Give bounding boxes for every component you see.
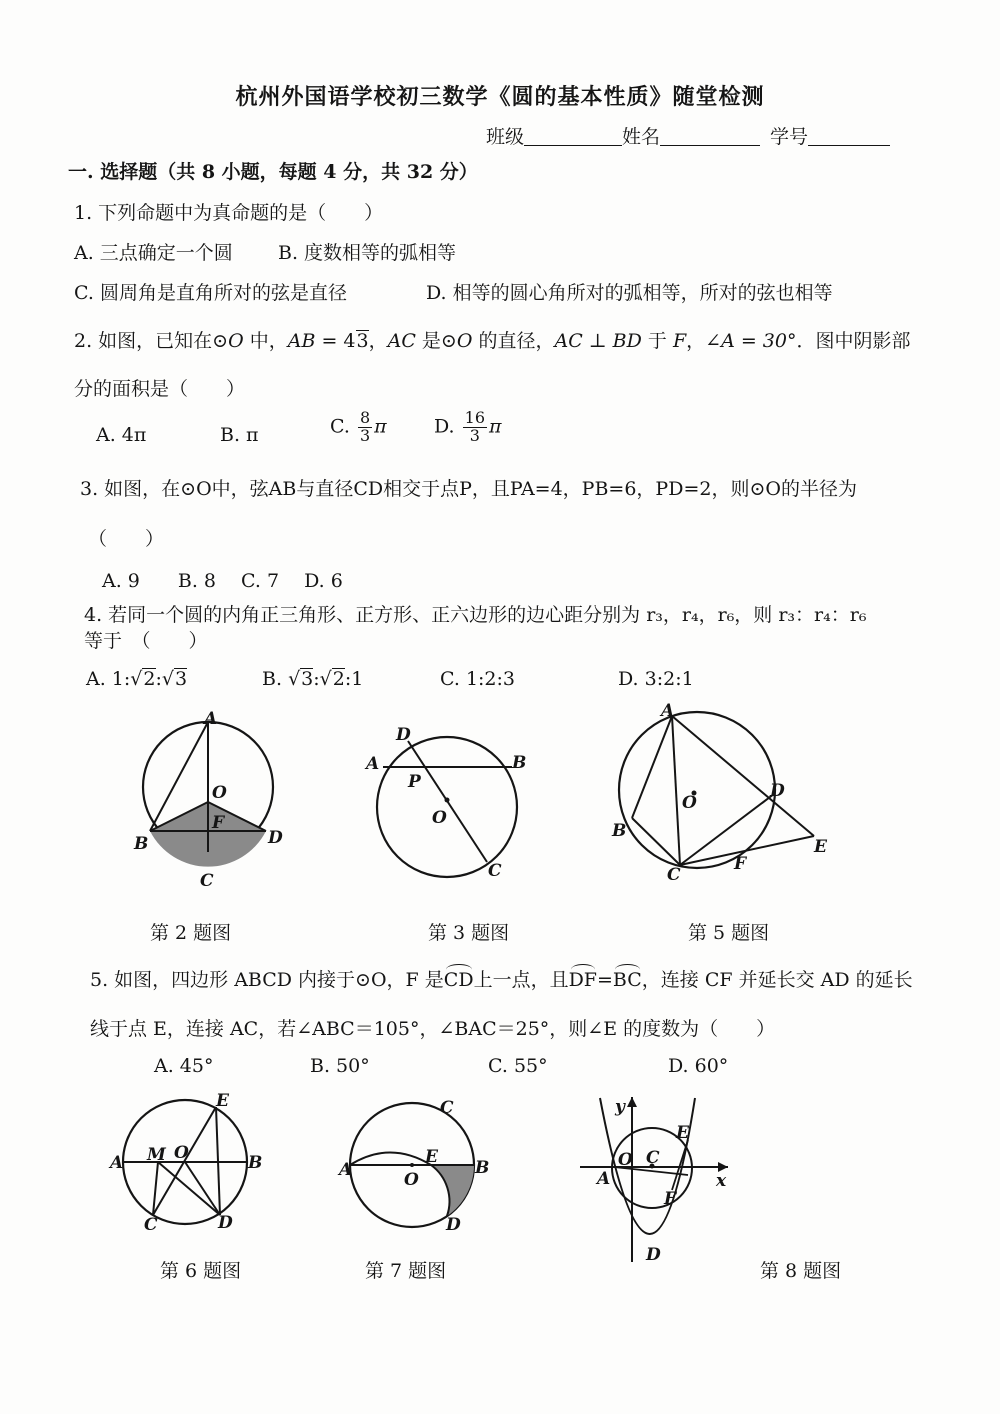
fig6-label-o: O: [174, 1143, 189, 1163]
q2-text-1: 2. 如图，已知在⊙: [74, 330, 229, 352]
fig8-y-arrow: [627, 1097, 637, 1107]
q3-stem: 3. 如图，在⊙O中，弦AB与直径CD相交于点P，且PA=4，PB=6，PD=2，则⊙O的半径为: [80, 478, 857, 500]
fig7-fold-arc: [350, 1153, 431, 1166]
q5-eq: =: [597, 969, 613, 991]
fig7-label-a: A: [339, 1160, 353, 1180]
fig3-label-o: O: [432, 808, 447, 828]
q3-paren: （ ）: [88, 528, 165, 550]
fig5-label-f: F: [734, 854, 747, 874]
fig2-label-c: C: [200, 871, 214, 891]
q4-stem: 4. 若同一个圆的内角正三角形、正方形、正六边形的边心距分别为 r₃，r₄，r₆，则 r₃：r₄：r₆: [84, 604, 867, 626]
q4-a-prefix: A. 1:: [86, 668, 131, 690]
q4-a-sep: :: [155, 668, 162, 690]
figure-7: [335, 1090, 505, 1240]
fig6-label-c: C: [144, 1215, 158, 1235]
fig6-label-m: M: [147, 1145, 166, 1165]
q4-option-d: D. 3:2:1: [618, 668, 694, 690]
fig7-label-e: E: [425, 1147, 438, 1167]
q5-stem-2: 线于点 E，连接 AC，若∠ABC＝105°，∠BAC＝25°，则∠E 的度数为（ ）: [90, 1018, 776, 1040]
figure-2: [120, 705, 300, 895]
fig5-side-ab: [632, 716, 672, 818]
caption-fig8: 第 8 题图: [760, 1260, 842, 1282]
fig8-label-o: O: [618, 1150, 633, 1170]
fig8-label-y: y: [615, 1097, 625, 1117]
caption-fig5: 第 5 题图: [688, 922, 770, 944]
q2-text-o2: O: [456, 330, 473, 352]
q5-text-2: 上一点，且: [473, 969, 569, 991]
q2-d-num: 16: [464, 408, 486, 427]
q2-d-prefix: D.: [434, 415, 455, 438]
fig2-label-f: F: [212, 813, 225, 833]
caption-fig3: 第 3 题图: [428, 922, 510, 944]
class-blank[interactable]: [524, 127, 622, 146]
q5-option-b: B. 50°: [310, 1055, 370, 1077]
q2-text-perp: AC ⊥ BD: [554, 330, 642, 352]
q4-option-c: C. 1:2:3: [440, 668, 516, 690]
page-title: 杭州外国语学校初三数学《圆的基本性质》随堂检测: [235, 84, 765, 110]
q3-options: A. 9 B. 8 C. 7 D. 6: [102, 570, 343, 592]
q1-stem: 1. 下列命题中为真命题的是（ ）: [74, 202, 384, 224]
q2-text-6: 于: [641, 330, 673, 352]
fig5-diagonal-ac: [672, 716, 680, 865]
number-blank[interactable]: [808, 127, 890, 146]
q5-arc-bc-text: BC: [612, 969, 642, 991]
fig5-label-d: D: [770, 781, 785, 801]
q5-arc-df-text: DF: [568, 969, 597, 991]
q5-option-a: A. 45°: [154, 1055, 214, 1077]
number-label: 学号: [770, 126, 809, 148]
fig6-label-a: A: [110, 1153, 124, 1173]
section-heading: 一. 选择题（共 8 小题，每题 4 分，共 32 分）: [68, 161, 478, 183]
fig2-label-d: D: [268, 828, 283, 848]
fig8-label-e: E: [676, 1123, 689, 1143]
fig3-center-dot: [445, 798, 450, 803]
q2-stem-2: 分的面积是（ ）: [74, 378, 246, 400]
name-label: 姓名: [622, 126, 661, 148]
fig3-label-a: A: [366, 754, 380, 774]
fig6-label-d: D: [218, 1213, 233, 1233]
q2-text-5: 的直径，: [472, 330, 555, 352]
fig7-center-dot: [410, 1163, 414, 1167]
q4-option-b: B. √3:√2:1: [262, 668, 364, 690]
q4-b-prefix: B.: [262, 668, 283, 690]
caption-fig2: 第 2 题图: [150, 922, 232, 944]
q2-option-d: [434, 410, 502, 445]
fig6-label-b: B: [248, 1153, 263, 1173]
q2-d-pi: π: [489, 415, 502, 438]
figure-6: [105, 1090, 275, 1240]
q5-arc-bc: [613, 964, 642, 990]
fig5-label-b: B: [612, 821, 627, 841]
fig8-label-c: C: [646, 1148, 660, 1168]
fig7-label-o: O: [404, 1170, 419, 1190]
q2-c-pi: π: [374, 415, 387, 438]
q4-stem-2: 等于 （ ）: [84, 630, 208, 652]
fig7-label-b: B: [475, 1158, 490, 1178]
q2-text-4: 是⊙: [415, 330, 457, 352]
caption-fig7: 第 7 题图: [365, 1260, 447, 1282]
q2-d-den: 3: [469, 425, 480, 445]
q2-c-den: 3: [359, 425, 371, 445]
q2-text-o1: O: [228, 330, 244, 352]
caption-fig6: 第 6 题图: [160, 1260, 242, 1282]
q4-a-root1: 2: [143, 668, 156, 690]
fig3-label-c: C: [488, 861, 502, 881]
q1-option-a: A. 三点确定一个圆: [74, 242, 233, 264]
q2-text-f: F: [672, 330, 687, 352]
q2-option-a: A. 4π: [96, 424, 147, 446]
fig2-label-b: B: [134, 834, 149, 854]
fig8-label-d: D: [646, 1245, 661, 1265]
q5-option-c: C. 55°: [488, 1055, 548, 1077]
fig6-label-e: E: [216, 1091, 229, 1111]
q5-stem: [90, 964, 913, 992]
q4-a-root2: 3: [175, 668, 188, 690]
q1-option-b: B. 度数相等的弧相等: [278, 242, 457, 264]
fig7-shaded-region: [431, 1165, 474, 1216]
q5-arc-df: [569, 964, 597, 990]
q5-arc-cd: [444, 964, 474, 990]
q2-c-fraction: [358, 410, 372, 445]
q2-text-3: ，: [368, 330, 388, 352]
q1-option-d: D. 相等的圆心角所对的弧相等，所对的弦也相等: [426, 282, 833, 304]
q4-option-a: A. 1:√2:√3: [86, 668, 188, 690]
q2-option-c: [330, 410, 387, 445]
fig7-label-d: D: [446, 1215, 461, 1235]
q5-option-d: D. 60°: [668, 1055, 729, 1077]
q2-text-2: 中，: [243, 330, 288, 352]
q2-sqrt: 3: [356, 330, 369, 352]
fig5-label-e: E: [814, 837, 827, 857]
q2-text-angle: ∠A = 30°: [705, 330, 797, 352]
q2-c-num: 8: [359, 408, 371, 427]
fig5-label-c: C: [667, 865, 681, 885]
q2-d-fraction: [463, 410, 487, 445]
student-info: [486, 122, 890, 149]
q2-c-prefix: C.: [330, 415, 350, 438]
figure-8: [575, 1090, 735, 1265]
q4-b-sep: :: [313, 668, 320, 690]
fig8-label-x: x: [716, 1171, 727, 1191]
q1-option-c: C. 圆周角是直角所对的弦是直径: [74, 282, 347, 304]
q4-b-root2: 2: [332, 668, 345, 690]
fig2-label-o: O: [212, 783, 227, 803]
fig3-label-d: D: [396, 725, 411, 745]
name-blank[interactable]: [660, 127, 760, 146]
q2-text-7: ，: [686, 330, 706, 352]
fig2-label-a: A: [204, 709, 218, 729]
q2-stem: [74, 326, 911, 353]
figure-5: [605, 700, 835, 885]
fig3-label-p: P: [408, 772, 421, 792]
fig6-line-md: [158, 1162, 220, 1215]
q5-text-3: ，连接 CF 并延长交 AD 的延长: [641, 969, 913, 991]
fig5-label-o: O: [682, 793, 697, 813]
fig8-label-a: A: [597, 1169, 611, 1189]
fig3-label-b: B: [512, 753, 527, 773]
class-label: 班级: [486, 126, 525, 148]
figure-3: [360, 718, 540, 888]
q2-text-8: ．图中阴影部: [796, 330, 911, 352]
q4-b-tail: :1: [344, 668, 364, 690]
fig3-circle: [377, 737, 517, 877]
q2-text-eq: = 4: [315, 330, 356, 352]
q2-text-ab: AB: [287, 330, 316, 352]
fig5-label-a: A: [661, 701, 675, 721]
q2-option-b: B. π: [220, 424, 259, 446]
fig8-label-f: F: [664, 1189, 677, 1209]
q4-b-root1: 3: [301, 668, 314, 690]
fig7-label-c: C: [440, 1098, 454, 1118]
q2-text-ac: AC: [387, 330, 416, 352]
q5-text-1: 5. 如图，四边形 ABCD 内接于⊙O，F 是: [90, 969, 444, 991]
q5-arc-cd-text: CD: [443, 969, 474, 991]
fig8-line-ef: [672, 1140, 688, 1190]
